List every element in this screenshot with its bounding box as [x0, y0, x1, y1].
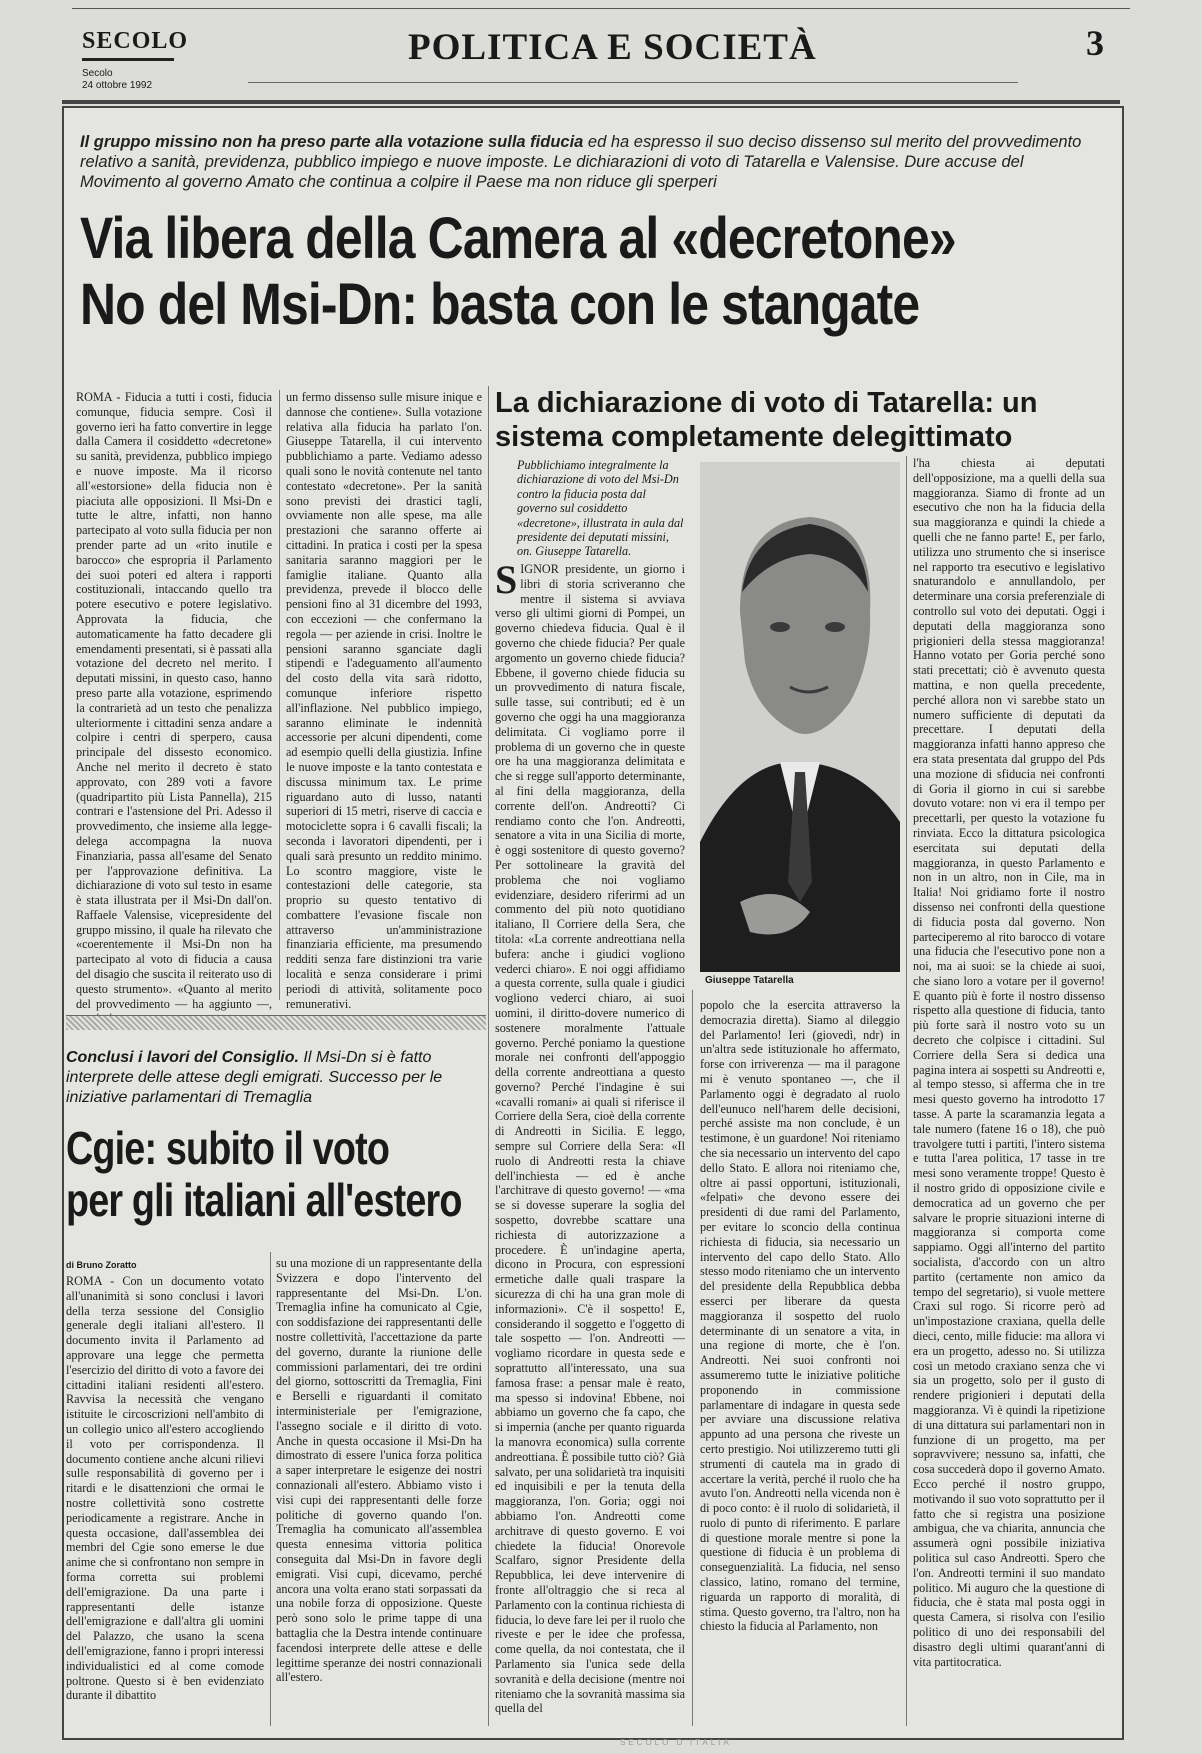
frame-top-rule	[62, 100, 1120, 104]
cgie-column-1	[66, 1274, 264, 1728]
lead-headline	[80, 206, 966, 338]
column-divider	[692, 990, 693, 1726]
footer-watermark: SECOLO D'ITALIA	[620, 1738, 732, 1747]
lead-headline-line-1: Via libera della Camera al «decretone»	[80, 206, 956, 271]
cgie-headline	[66, 1122, 492, 1226]
cgie-byline: di Bruno Zoratto	[66, 1260, 137, 1270]
column-divider	[906, 456, 907, 1726]
tatarella-column-4	[700, 998, 900, 1728]
page-number: 3	[1086, 23, 1104, 63]
masthead-rule	[248, 82, 1018, 83]
tatarella-headline: La dichiarazione di voto di Tatarella: un sistema completamente delegittimato	[495, 387, 1038, 453]
drop-cap: S	[495, 557, 518, 602]
column-divider	[270, 1252, 271, 1726]
publication-date: 24 ottobre 1992	[82, 80, 153, 91]
logo-underline	[82, 58, 174, 61]
lead-column-1	[76, 390, 272, 1011]
lead-deck	[80, 132, 1100, 192]
tatarella-column-3-text: IGNOR presidente, un giorno i libri di storia scriveranno che mentre il sistema si avviava verso gli ultimi giorni di Pompei, un governo chiedeva fiducia. Qual è il governo che chiede fiducia? Per quale argomento un governo chiede fiducia? Ebbene, il governo chiede fiducia su un provvedimento di natura fiscale, sulle tasse, sui contributi; ed è un governo che oggi ha una maggioranza delimitata. Ci vogliamo porre il problema di un governo che in queste ore ha una maggioranza delimitata e che si regge sull'apporto determinante, al fini della maggioranza, della corrente dell'on. Andreotti? Ci rendiamo conto che l'on. Andreotti, senatore a vita in una Sicilia di morte, è oggi sostenitore di questo governo? Per sottolineare la gravità del problema che noi vogliamo evidenziare, desidero riferirmi ad un commento del più noto quotidiano italiano, Il Corriere della Sera, che titola: «La corrente andreottiana nella bufera: anche i giudici vogliono vederci chiaro». E noi oggi affidiamo a questa corrente, sulla quale i giudici vogliono vederci chiaro, ai suoi uomini, il diritto-dovere numerico di sostenere moralmente l'attuale governo. Perché poniamo la questione morale nei confronti dell'appoggio della corrente andreottiana a questo governo? Perché l'indagine è sui «cavalli romani» ai quali si riferisce il Corriere della Sera, cioè della corrente di Andreotti in Sicilia. E leggo, sempre sul Corriere della Sera: «Il ruolo di Andreotti resta la chiave dell'inchiesta — ed è anche l'architrave di questo governo! — «ma se si dovesse superare la soglia del sospetto, dovrebbe scattare una richiesta di autorizzazione a procedere. È un'indagine aperta, dicono in Procura, con espressioni ermetiche dalle quali traspare la sicurezza di chi ha una gran mole di informazioni». C'è il sospetto! E, considerando il soggetto e l'oggetto di tale sospetto — l'on. Andreotti — vogliamo ricordare in questa sede e soprattutto all'interessato, una sua famosa frase: a pensar male è reato, ma spesso si indovina! Ebbene, noi abbiamo un governo che fa capo, che si impernia (anche per quanto riguarda la manovra economica) sulla corrente andreottiana. È possibile tutto ciò? Già salvato, per una solidarietà tra inquisiti ed inquisibili e per la tenuta della maggioranza, l'on. Goria; oggi noi abbiamo l'on. Andreotti come architrave di questo governo. E voi chiedete la fiducia! Onorevole Scalfaro, signor Presidente della Repubblica, lei deve intervenire di fronte all'oltraggio che si reca al Parlamento con la continua richiesta di fiducia, lo deve fare lei per il ruolo che riveste e per le idee che professa, come quella, da noi contestata, che il Parlamento sia l'unica sede della sovranità e della decisione (mentre noi riteniamo che la sovranità massima sia quella del	[495, 562, 685, 1716]
tatarella-photo	[700, 462, 900, 972]
column-divider	[488, 386, 489, 1726]
cgie-column-2-text: su una mozione di un rappresentante della Svizzera e dopo l'intervento del rappresentante del Msi-Dn. L'on. Tremaglia infine ha comunicato al Cgie, con soddisfazione dei rappresentanti delle nostre collettività, l'accettazione da parte del governo, durante la riunione delle commissioni parlamentari, dei tre ordini del giorno, sottoscritti da Tremaglia, Fini e Berselli e riguardanti il comitato interministeriale per l'emigrazione, l'assegno sociale e il diritto di voto. Anche in questa occasione il Msi-Dn ha dimostrato di essere l'unica forza politica a saper interpretare le esigenze dei nostri connazionali all'estero. Abbiamo visto i visi cupi dei rappresentanti delle forze politiche di governo quando l'on. Tremaglia ha comunicato all'assemblea questa ennesima vittoria politica conseguita dal Msi-Dn in favore degli emigrati. Visi cupi, dicevamo, perché ancora una volta erano stati sorpassati da una nobile forza di opposizione. Queste però sono solo le prime tappe di una battaglia che la Destra intende continuare facendosi interprete delle attese e delle legittime speranze dei nostri connazionali all'estero.	[276, 1256, 482, 1685]
lead-deck-rest: ed ha espresso il suo deciso dissenso sul merito del provvedimento relativo a sanità, previdenza, pubblico impiego e nuove imposte. Le dichiarazioni di voto di Tatarella e Valensise. Dure accuse del Movimento al governo Amato che continua a colpire il Paese ma non riduce gli sperperi	[80, 133, 1082, 191]
newspaper-logo: SECOLO	[82, 28, 189, 54]
cgie-column-2	[276, 1256, 482, 1728]
tatarella-intro: Pubblichiamo integralmente la dichiarazione di voto del Msi-Dn contro la fiducia posta dal governo sul cosiddetto «decretone», illustrata in aula dal presidente dei deputati missini, on. Giuseppe Tatarella.	[517, 458, 684, 559]
cgie-deck	[66, 1048, 486, 1108]
tatarella-column-3	[495, 557, 685, 1728]
column-divider	[279, 390, 280, 1000]
lead-headline-line-2: No del Msi-Dn: basta con le stangate	[80, 272, 920, 337]
section-separator	[66, 1015, 486, 1030]
publication-name: Secolo	[82, 68, 113, 79]
masthead	[78, 22, 1118, 92]
cgie-deck-bold: Conclusi i lavori del Consiglio.	[66, 1049, 299, 1066]
cgie-headline-line-1: Cgie: subito il voto	[66, 1122, 390, 1174]
tatarella-column-4-text: popolo che la esercita attraverso la democrazia diretta). Siamo al dileggio del Parlamento! Ieri (giovedì, ndr) in un'altra sede istituzionale ho affermato, forse con irriverenza — ma il paragone mi è venuto spontaneo —, che il Parlamento oggi è degradato al ruolo dell'eunuco nell'harem delle decisioni, perché assiste ma non conclude, è un testimone, è un guardone! Noi riteniamo che sia necessario un intervento del capo dello Stato. E allora noi riteniamo che, oltre ai passi opportuni, istituzionali, «felpati» che devono essere dei presidenti di due rami del Parlamento, per evitare lo sconcio della continua richiesta di fiducia, sia necessario un intervento del capo dello Stato. Allo stesso modo riteniamo che un intervento del presidente della Repubblica debba esserci per liberare da questa maggioranza il sospetto del ruolo determinante di un senatore a vita, in una regione di morte, che è l'on. Andreotti. Nei suoi confronti noi assumeremo tutte le iniziative politiche proponendo in commissione parlamentare di indagare in questa sede per avviare una discussione relativa appunto ad una persona che riveste un certo prestigio. Noi utilizzeremo tutti gli strumenti di cautela ma in grado di accertare la verità, perché il ruolo che ha avuto l'on. Andreotti nella vicenda non è di poco conto: è il ruolo di solidarietà, il ruolo di punto di riferimento. E parlare di questione morale mentre si pone la questione di fiducia è un problema di conseguenzialità. La fiducia, nel senso classico, latino, romano del termine, riguarda un rapporto di moralità, di stima. Questo governo, tra l'altro, non ha chiesto la fiducia al Parlamento, non	[700, 998, 900, 1634]
lead-column-2-text: un fermo dissenso sulle misure inique e dannose che contiene». Sulla votazione relativa alla fiducia ha parlato l'on. Giuseppe Tatarella, il cui intervento pubblichiamo a parte. Vediamo adesso quali sono le novità contenute nel tanto contestato «decretone». Per la sanità sono previsti dei drastici tagli, ovviamente non alle spese, ma alle prestazioni che saranno offerte ai cittadini. In pratica i costi per la spesa sanitaria saranno maggiori per le famiglie italiane. Quanto alla previdenza, prevede il blocco delle pensioni fino al 31 dicembre del 1993, con eccezioni — che confermano la regola — per aziende in crisi. Inoltre le pensioni saranno sganciate dagli stipendi e l'adeguamento all'aumento del costo della vita sarà ridotto, comunque inferiore rispetto all'inflazione. Nel pubblico impiego, saranno eliminate le indennità accessorie per alcuni dipendenti, come ad esempio quelli della giustizia. Infine le nuove imposte e la tanto contestata e discussa minimum tax. Le prime riguardano auto di lusso, natanti superiori di 15 metri, riserve di caccia e motociclette sopra i 6 cavalli fiscali; la seconda i lavoratori dipendenti, per i quali sarà presunto un reddito minimo. Lo scontro maggiore, viste le contestazioni delle categorie, sta proprio su questo tentativo di combattere l'evasione fiscale non attraverso un'amministrazione finanziaria efficiente, ma presumendo redditi senza fare distinzioni tra varie località e senza considerare i primi periodi di attività, solitamente poco remunerativi.	[286, 390, 482, 1011]
tatarella-column-5-text: l'ha chiesta ai deputati dell'opposizione, ma a quelli della sua maggioranza. Siamo di fronte ad un esecutivo che non ha la fiducia della sua maggioranza e quindi la chiede a quelli che ne fanno parte! E, per farlo, utilizza uno strumento che si inserisce nel rapporto tra esecutivo e legislativo snaturandolo e annullandolo, per determinare una corsia preferenziale di controllo sul voto dei deputati. Oggi i deputati della maggioranza sono prigionieri della stessa maggioranza! Hanno votato per Goria perché sono stati precettati; ciò è avvenuto questa mattina, e non quella precedente, perché allora non vi sarebbe stato un numero sufficiente di deputati da precettare. I deputati della maggioranza infatti hanno appreso che era stata presentata dal gruppo del Pds una mozione di sfiducia nei confronti di Goria il giorno in cui si sarebbe dovuto votare: non vi era il tempo per precettarli, per questo la votazione fu rinviata. Ecco la dittatura psicologica esercitata sui deputati della maggioranza, in questo Parlamento e non in un altro, non in Cile, ma in Italia! Noi gridiamo forte il nostro dissenso nei confronti della questione di fiducia posta dal governo. Non parteciperemo al rito barocco di votare una fiducia che l'esecutivo pone non a noi, ma ai suoi: se la chiede ai suoi, che siano loro a votare per il governo! E quanto più è forte il nostro dissenso rispetto alla questione di fiducia, tanto più forte sarà il nostro voto su un decreto che colpisce i cittadini. Sul Corriere della Sera si dedica una pagina intera ai sospetti su Andreotti e, al tempo stesso, si afferma che in tre mesi questo governo ha introdotto 17 tasse. A parte la scaramanzia legata a tale numero (fatene 16 o 18), che può travolgere tutti i partiti, l'intero sistema e tutta l'area politica, 17 tasse in tre mesi sono veramente troppe! Questo è il nostro grido di opposizione civile e democratica ad un governo che per salvare le proprie situazioni interne di maggioranza si comporta come sappiamo. Oggi all'interno del partito socialista, d'accordo con un altro partito (certamente non amico da tempo del segretario), si vuole mettere Craxi sul rogo. Si ricorre però ad un'impostazione craxiana, quella delle dieci, cento, mille fiducie: ma allora vi era un progetto, adesso no. Si utilizza così un metodo craxiano senza che vi sia un progetto, solo per il gusto di rendere prigionieri i deputati della maggioranza. Vi è quindi la ripetizione di una dittatura sui parlamentari non in funzione di un progetto, ma per sopravvivere; nessuno sa, infatti, che cosa succederà dopo il governo Amato. Ecco perché il nostro gruppo, motivando il suo voto soprattutto per il fatto che si registra una posizione ambigua, che va chiarita, annuncia che assumerà ogni possibile iniziativa politica sul caso Andreotti. Spero che l'on. Andreotti termini il suo mandato politico. Mi auguro che la questione di fiducia, che è stata mal posta oggi in questa Camera, si risolva con l'esilio politico di uno dei responsabili del disastro degli ultimi quarant'anni di vita partitocratica.	[913, 456, 1105, 1669]
photo-caption: Giuseppe Tatarella	[705, 975, 794, 986]
cgie-headline-line-2: per gli italiani all'estero	[66, 1174, 462, 1226]
lead-column-1-text: ROMA - Fiducia a tutti i costi, fiducia comunque, fiducia sempre. Così il governo ieri ha fatto convertire in legge dalla Camera il cosiddetto «decretone» su sanità, previdenza, pubblico impiego e nuove imposte. Ma il ricorso all'«estorsione» della fiducia non è piaciuta alle opposizioni. Il Msi-Dn e tutte le altre, infatti, non hanno partecipato al voto sulla fiducia per non prender parte ad un «rito inutile e barocco» che espropria il Parlamento dei suoi poteri ed altera i rapporti costituzionali, intaccando quello tra potere esecutivo e potere legislativo. Approvata la fiducia, che automaticamente ha fatto decadere gli emendamenti presentati, si è passati alla votazione del decreto nel merito. I deputati missini, in questo caso, hanno preso parte alla votazione, esprimendo la contrarietà ad un testo che penalizza ulteriormente i cittadini senza andare a colpire i centri di sperpero, causa principale del dissesto economico. Anche nel merito il decreto è stato approvato, con 289 voti a favore (quadripartito più Lista Pannella), 215 contrari e l'astensione del Pri. Adesso il provvedimento, che insieme alla legge-delega accompagna la nuova Finanziaria, passa all'esame del Senato per l'approvazione definitiva. La dichiarazione di voto sul testo in esame è stata illustrata per il Msi-Dn dall'on. Raffaele Valensise, vicepresidente del gruppo missino, il quale ha rilevato che «coerentemente il Msi-Dn non ha partecipato al voto di fiducia a causa del disagio che suscita il reiterato uso di questo strumento». «Quanto al merito del provvedimento — ha aggiunto —,	[76, 390, 272, 1011]
lead-deck-bold: Il gruppo missino non ha preso parte alla votazione sulla fiducia	[80, 133, 584, 151]
cgie-column-1-text: ROMA - Con un documento votato all'unanimità si sono conclusi i lavori della terza sessione del Consiglio generale degli italiani all'estero. Il documento invita il Parlamento ad approvare una legge che permetta l'esercizio del diritto di voto a favore dei cittadini italiani residenti all'estero. Ravvisa la necessità che vengano istituite le circoscrizioni nell'ambito di un collegio unico all'estero accogliendo il voto per corrispondenza. Il documento contiene anche alcuni rilievi sulle responsabilità di governo per i ritardi e le disattenzioni che ormai le nostre collettività sono costrette periodicamente a registrare. Anche in questa occasione, dall'assemblea dei membri del Cgie sono emerse le due anime che si confrontano non sempre in forma corretta sui problemi dell'emigrazione. Da una parte i rappresentanti delle istanze dell'emigrazione e dall'altra gli uomini del Palazzo, che usano la scena dell'emigrazione, fanno i propri interessi individualistici ed al come comode poltrone. Questo si è ben evidenziato durante il dibattito	[66, 1274, 264, 1703]
lead-column-2	[286, 390, 482, 1011]
tatarella-column-5	[913, 456, 1105, 1728]
portrait-illustration	[700, 462, 900, 972]
section-title: POLITICA E SOCIETÀ	[408, 27, 817, 68]
top-rule	[72, 8, 1130, 9]
cgie-deck-rest: Il Msi-Dn si è fatto interprete delle attese degli emigrati. Successo per le iniziative parlamentari di Tremaglia	[66, 1049, 443, 1106]
